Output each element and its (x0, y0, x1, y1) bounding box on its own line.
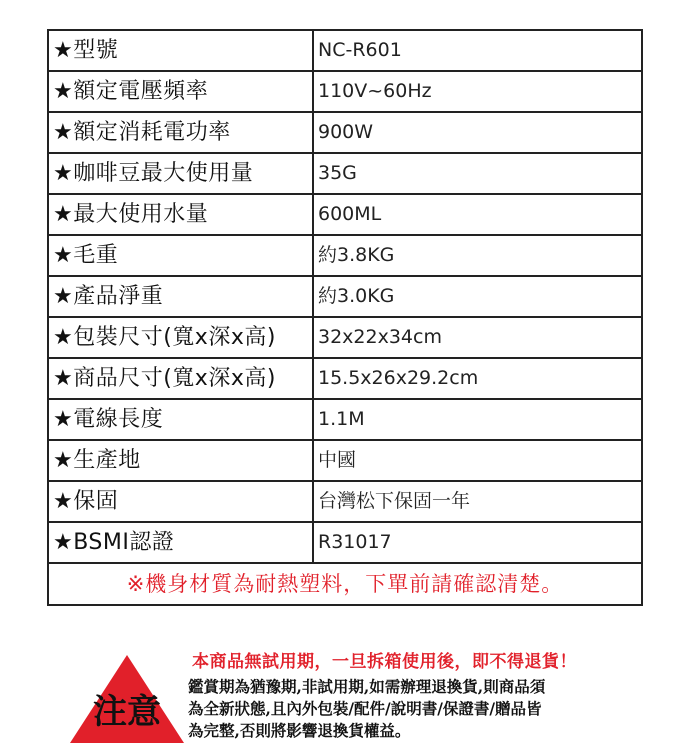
spec-row (48, 317, 642, 358)
spec-row (48, 235, 642, 276)
spec-row (48, 276, 642, 317)
spec-value: 約3.8KG (313, 235, 642, 276)
spec-table (47, 29, 643, 606)
spec-value: 900W (313, 112, 642, 153)
spec-label: ★最大使用水量 (48, 194, 313, 235)
spec-label: ★BSMI認證 (48, 522, 313, 563)
spec-row (48, 522, 642, 563)
notice-line-3: 為完整,否則將影響退換貨權益。 (188, 721, 411, 740)
return-policy-notice (68, 645, 628, 745)
warning-triangle-icon (68, 653, 186, 745)
spec-label: ★商品尺寸(寬x深x高) (48, 358, 313, 399)
spec-row (48, 30, 642, 71)
spec-value: 15.5x26x29.2cm (313, 358, 642, 399)
warning-badge-text: 注意 (93, 692, 161, 732)
spec-value: R31017 (313, 522, 642, 563)
spec-value: 110V~60Hz (313, 71, 642, 112)
spec-label: ★生產地 (48, 440, 313, 481)
spec-label: ★電線長度 (48, 399, 313, 440)
spec-row (48, 153, 642, 194)
spec-table-body (48, 30, 642, 563)
spec-row (48, 481, 642, 522)
spec-label: ★保固 (48, 481, 313, 522)
notice-title: 本商品無試用期，一旦拆箱使用後，即不得退貨！ (192, 652, 577, 672)
spec-label: ★產品淨重 (48, 276, 313, 317)
spec-row (48, 399, 642, 440)
material-note: ※機身材質為耐熱塑料，下單前請確認清楚。 (48, 563, 642, 605)
spec-label: ★咖啡豆最大使用量 (48, 153, 313, 194)
spec-value: 中國 (313, 440, 642, 481)
spec-label: ★包裝尺寸(寬x深x高) (48, 317, 313, 358)
spec-row (48, 71, 642, 112)
spec-label: ★額定消耗電功率 (48, 112, 313, 153)
spec-row (48, 358, 642, 399)
spec-value: 35G (313, 153, 642, 194)
spec-value: 600ML (313, 194, 642, 235)
spec-value: 32x22x34cm (313, 317, 642, 358)
material-note-row (48, 563, 642, 605)
spec-label: ★毛重 (48, 235, 313, 276)
spec-label: ★額定電壓頻率 (48, 71, 313, 112)
spec-value: 約3.0KG (313, 276, 642, 317)
spec-value: NC-R601 (313, 30, 642, 71)
spec-value: 1.1M (313, 399, 642, 440)
spec-label: ★型號 (48, 30, 313, 71)
notice-line-1: 鑑賞期為猶豫期,非試用期,如需辦理退換貨,則商品須 (188, 677, 546, 696)
spec-value: 台灣松下保固一年 (313, 481, 642, 522)
notice-line-2: 為全新狀態,且內外包裝/配件/說明書/保證書/贈品皆 (188, 699, 542, 718)
spec-row (48, 440, 642, 481)
spec-row (48, 112, 642, 153)
spec-row (48, 194, 642, 235)
